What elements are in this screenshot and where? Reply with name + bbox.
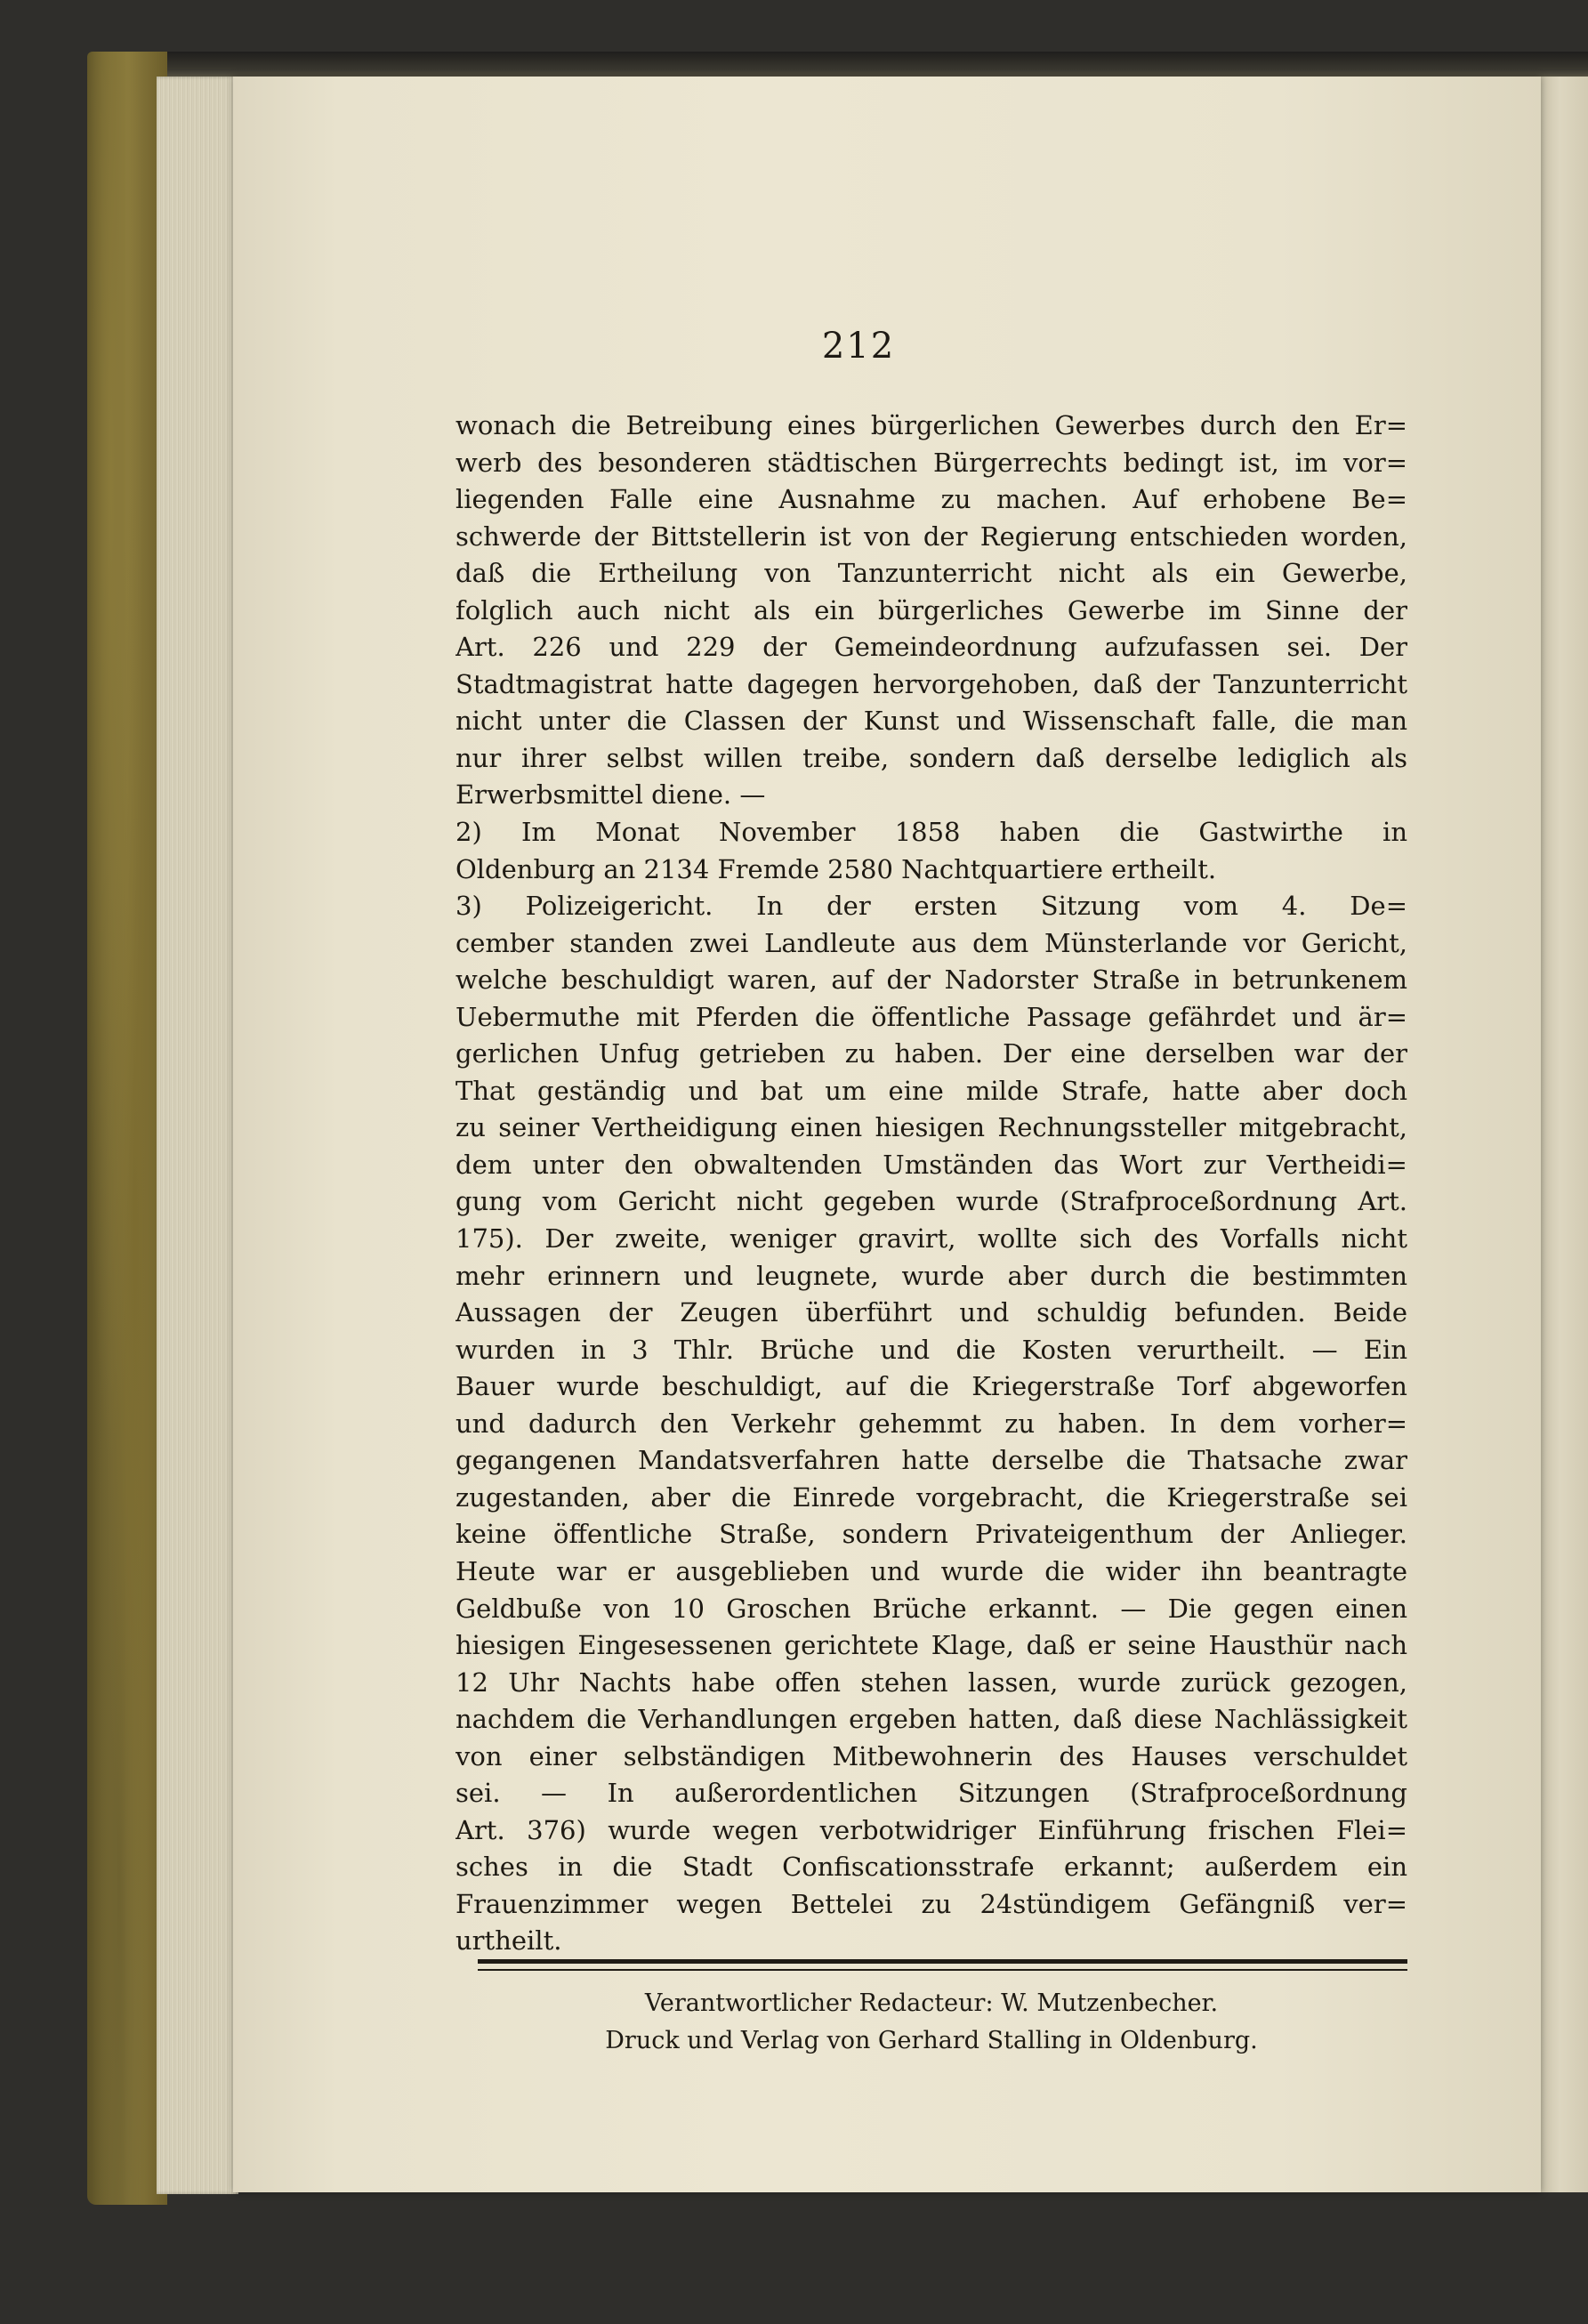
text-line: That geständig und bat um eine milde Strafe, hatte aber doch [455,1075,1407,1106]
text-line: von einer selbständigen Mitbewohnerin des Hauses verschuldet [455,1740,1407,1771]
text-line: wurden in 3 Thlr. Brüche und die Kosten verurtheilt. — Ein [455,1334,1407,1365]
text-line: zugestanden, aber die Einrede vorgebracht, die Kriegerstraße sei [455,1481,1407,1513]
text-line: hiesigen Eingesessenen gerichtete Klage, daß er seine Hausthür nach [455,1630,1407,1661]
text-line: sei. — In außerordentlichen Sitzungen (Strafproceßordnung [455,1778,1407,1809]
text-line: nur ihrer selbst willen treibe, sondern daß derselbe lediglich als [455,742,1407,773]
text-line: Uebermuthe mit Pferden die öffentliche Passage gefährdet und är= [455,1001,1407,1032]
text-line: Oldenburg an 2134 Fremde 2580 Nachtquartiere ertheilt. [455,853,1217,884]
text-line: zu seiner Vertheidigung einen hiesigen Rechnungssteller mitgebracht, [455,1112,1407,1143]
text-line: 12 Uhr Nachts habe offen stehen lassen, wurde zurück gezogen, [455,1666,1407,1698]
text-line: dem unter den obwaltenden Umständen das Wort zur Vertheidi= [455,1149,1407,1180]
text-line: gerlichen Unfug getrieben zu haben. Der eine derselben war der [455,1038,1407,1069]
text-line: cember standen zwei Landleute aus dem Münsterlande vor Gericht, [455,927,1407,958]
footer-rule-thin [478,1969,1407,1971]
text-line: nicht unter die Classen der Kunst und Wissenschaft falle, die man [455,706,1407,737]
text-line: 175). Der zweite, weniger gravirt, wollte sich des Vorfalls nicht [455,1223,1407,1255]
imprint-publisher: Druck und Verlag von Gerhard Stalling in Oldenburg. [605,2027,1258,2054]
text-line: Stadtmagistrat hatte dagegen hervorgehoben, daß der Tanzunterricht [455,668,1407,699]
text-line: und dadurch den Verkehr gehemmt zu haben. In dem vorher= [455,1408,1407,1439]
text-line: gung vom Gericht nicht gegeben wurde (Strafproceßordnung Art. [455,1186,1407,1217]
text-line: gegangenen Mandatsverfahren hatte derselbe die Thatsache zwar [455,1445,1407,1476]
text-line: keine öffentliche Straße, sondern Privateigenthum der Anlieger. [455,1519,1407,1550]
facing-page-edge [1541,77,1588,2192]
text-line: werb des besonderen städtischen Bürgerrechts bedingt ist, im vor= [455,447,1407,478]
text-line: Art. 376) wurde wegen verbotwidriger Einführung frischen Flei= [455,1814,1407,1845]
text-line: Bauer wurde beschuldigt, auf die Kriegerstraße Torf abgeworfen [455,1371,1407,1402]
text-line: liegenden Falle eine Ausnahme zu machen. Auf erhobene Be= [455,484,1407,515]
page-number: 212 [821,326,896,367]
text-line: Frauenzimmer wegen Bettelei zu 24stündigem Gefängniß ver= [455,1888,1407,1919]
text-line: sches in die Stadt Confiscationsstrafe erkannt; außerdem ein [455,1852,1407,1883]
text-line: welche beschuldigt waren, auf der Nadorster Straße in betrunkenem [455,964,1407,996]
text-line: Erwerbsmittel diene. — [455,779,766,811]
text-line: daß die Ertheilung von Tanzunterricht nicht als ein Gewerbe, [455,558,1407,589]
text-line: wonach die Betreibung eines bürgerlichen Gewerbes durch den Er= [455,410,1407,440]
text-line: urtheilt. [455,1925,562,1957]
text-line: Geldbuße von 10 Groschen Brüche erkannt. — Die gegen einen [455,1593,1407,1624]
footer-rule-thick [478,1959,1407,1964]
text-line: mehr erinnern und leugnete, wurde aber durch die bestimmten [455,1260,1407,1291]
text-line: Aussagen der Zeugen überführt und schuldig befunden. Beide [455,1297,1407,1328]
text-line: schwerde der Bittstellerin ist von der Regierung entschieden worden, [455,520,1407,552]
book-cover-marbled-edge [87,52,167,2205]
text-line: 2) Im Monat November 1858 haben die Gastwirthe in [455,817,1407,848]
text-line: 3) Polizeigericht. In der ersten Sitzung vom 4. De= [455,891,1407,922]
text-line: Heute war er ausgeblieben und wurde die wider ihn beantragte [455,1555,1407,1586]
text-line: nachdem die Verhandlungen ergeben hatten, daß diese Nachlässigkeit [455,1704,1407,1735]
text-line: folglich auch nicht als ein bürgerliches Gewerbe im Sinne der [455,594,1407,625]
body-text [455,408,1407,1960]
text-line: Art. 226 und 229 der Gemeindeordnung aufzufassen sei. Der [455,632,1407,663]
imprint-editor: Verantwortlicher Redacteur: W. Mutzenbecher. [644,1989,1219,2017]
page-stack-edges [157,77,238,2194]
book-page [233,77,1541,2192]
